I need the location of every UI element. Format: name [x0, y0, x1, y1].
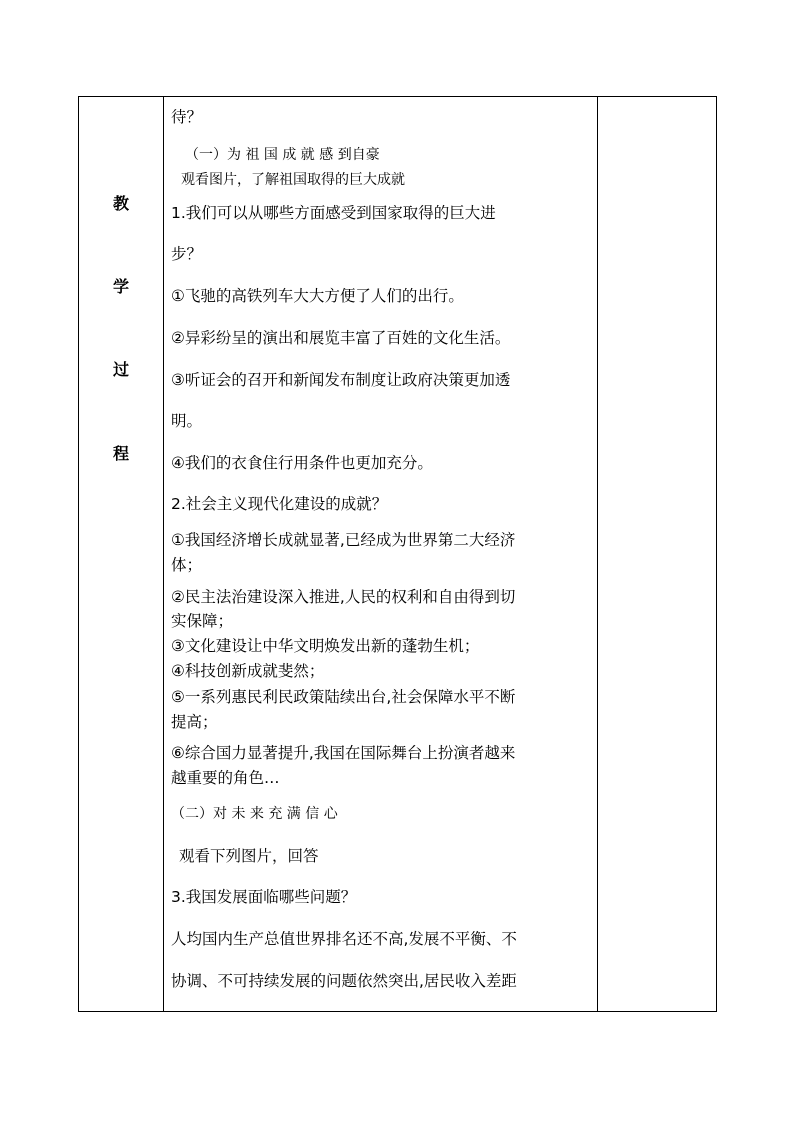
text-line: 实保障；	[171, 612, 234, 630]
section-label-char: 程	[112, 444, 129, 463]
section-label-char: 学	[112, 277, 129, 296]
text-line: 观看图片，了解祖国取得的巨大成就	[181, 172, 405, 188]
answer-line: ②民主法治建设深入推进,人民的权利和自由得到切	[171, 588, 516, 606]
answer-line: 人均国内生产总值世界排名还不高,发展不平衡、不	[171, 930, 517, 948]
answer-line: ⑤一系列惠民利民政策陆续出台,社会保障水平不断	[171, 688, 516, 706]
answer-line: ③听证会的召开和新闻发布制度让政府决策更加透	[171, 371, 511, 389]
section-heading: （二）对 未 来 充 满 信 心	[171, 806, 338, 822]
answer-line: ④科技创新成就斐然；	[171, 662, 325, 680]
answer-line: ②异彩纷呈的演出和展览丰富了百姓的文化生活。	[171, 329, 511, 347]
question-line: 2.社会主义现代化建设的成就？	[171, 495, 388, 513]
lesson-plan-table	[78, 96, 717, 1012]
answer-line: ③文化建设让中华文明焕发出新的蓬勃生机；	[171, 637, 480, 655]
column-divider-right	[597, 97, 598, 1011]
question-line: 1.我们可以从哪些方面感受到国家取得的巨大进	[171, 204, 496, 222]
text-line: 步？	[171, 245, 203, 263]
column-divider-left	[163, 97, 164, 1011]
text-line: 提高；	[171, 713, 218, 731]
text-line: 体；	[171, 556, 203, 574]
answer-line: ⑥综合国力显著提升,我国在国际舞台上扮演者越来	[171, 744, 516, 762]
answer-line: 协调、不可持续发展的问题依然突出,居民收入差距	[171, 972, 517, 990]
section-label-char: 过	[112, 360, 129, 379]
answer-line: ①飞驰的高铁列车大大方便了人们的出行。	[171, 287, 464, 305]
section-heading: （一）为 祖 国 成 就 感 到自豪	[185, 147, 380, 163]
answer-line: ④我们的衣食住行用条件也更加充分。	[171, 454, 433, 472]
text-line: 越重要的角色…	[171, 769, 280, 787]
section-label-column	[79, 97, 163, 1011]
text-line: 明。	[171, 412, 203, 430]
question-line: 3.我国发展面临哪些问题？	[171, 888, 357, 906]
answer-line: ①我国经济增长成就显著,已经成为世界第二大经济	[171, 531, 516, 549]
text-line: 观看下列图片，回答	[179, 847, 319, 865]
text-line: 待？	[171, 108, 203, 126]
section-label-char: 教	[112, 194, 129, 213]
